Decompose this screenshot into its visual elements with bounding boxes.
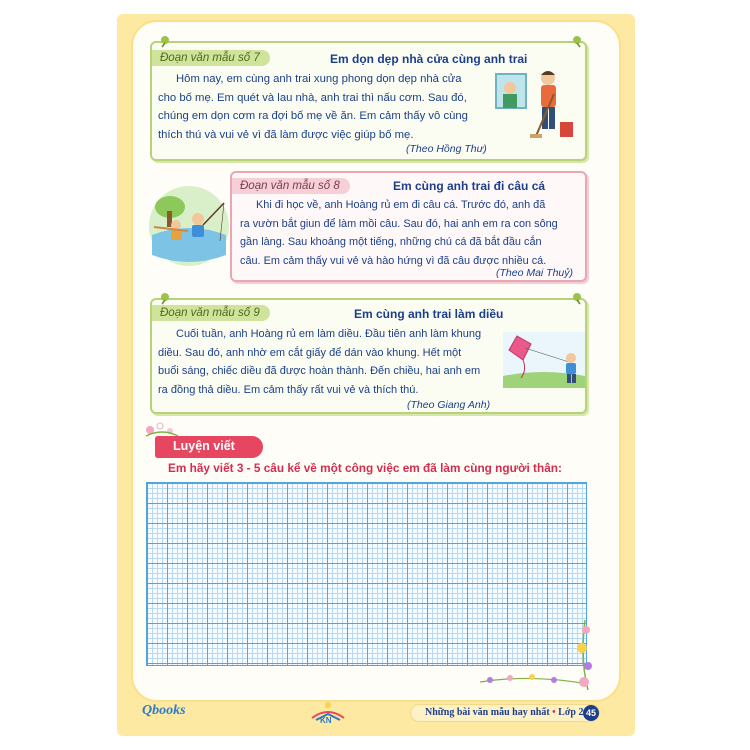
sample-8-line: câu. Em cảm thấy vui vẻ và hào hứng vì đã câu được nhiều cá. <box>240 254 547 267</box>
fishing-illustration <box>148 185 230 267</box>
sample-9-line: ra đồng thả diều. Em cảm thấy rất vui vẻ và thích thú. <box>158 383 419 396</box>
section-label: Luyện viết <box>173 439 235 453</box>
sample-8-line: Khi đi học về, anh Hoàng rủ em đi câu cá. Trước đó, anh đã <box>256 199 546 211</box>
grade-label: Lớp 2 <box>558 707 584 718</box>
sample-9-credit: (Theo Giang Anh) <box>407 399 491 411</box>
sample-9-line: buổi sáng, chiếc diều đã được hoàn thành. Đến chiều, hai anh em <box>158 365 481 378</box>
sample-7-tag: Đoạn văn mẫu số 7 <box>152 50 270 66</box>
sample-7-line: thích thú và vui vẻ vì đã làm được việc giúp bố mẹ. <box>158 128 414 141</box>
sample-9-line: diều. Sau đó, anh nhờ em cắt giấy để dán vào khung. Hết một <box>158 346 462 359</box>
page-number: 45 <box>583 705 599 721</box>
kite-illustration <box>503 332 585 388</box>
sample-8-tag: Đoạn văn mẫu số 8 <box>232 178 350 194</box>
sample-9-tag: Đoạn văn mẫu số 9 <box>152 305 270 321</box>
sample-8-title: Em cùng anh trai đi câu cá <box>393 179 546 193</box>
sample-9-line: Cuối tuần, anh Hoàng rủ em làm diều. Đầu tiên anh làm khung <box>176 328 482 340</box>
sample-9-title: Em cùng anh trai làm diều <box>354 307 504 321</box>
sample-8-credit: (Theo Mai Thuỷ) <box>496 267 574 279</box>
sample-7-paragraph <box>158 70 468 144</box>
sample-7-line: Hôm nay, em cùng anh trai xung phong dọn dẹp nhà cửa <box>176 73 462 85</box>
sample-7-title: Em dọn dẹp nhà cửa cùng anh trai <box>330 52 528 66</box>
publisher-logo: Qbooks <box>142 703 186 718</box>
flower-vine-decoration <box>470 620 600 695</box>
sample-7-line: cho bố mẹ. Em quét và lau nhà, anh trai thì nấu cơm. Sau đó, <box>158 91 467 104</box>
book-logo-text: KN <box>320 716 332 724</box>
sample-8-paragraph <box>240 196 558 270</box>
pushpin-icon <box>570 34 584 48</box>
sample-8-line: ra vườn bắt giun để làm mồi câu. Sau đó, hai anh em ra con sông <box>240 217 558 230</box>
footer-separator: • <box>552 707 556 718</box>
cleaning-illustration <box>490 66 580 142</box>
book-logo-icon <box>308 700 348 724</box>
pushpin-icon <box>158 291 172 305</box>
sample-9-paragraph <box>158 325 481 399</box>
sample-7-credit: (Theo Hồng Thư) <box>406 143 487 155</box>
sample-7-line: chúng em dọn cơm ra đợi bố mẹ về ăn. Em cảm thấy vô cùng <box>158 110 468 123</box>
sample-8-line: gần làng. Sau khoảng một tiếng, những chú cá đã bắt đầu cắn <box>240 236 542 249</box>
pushpin-icon <box>570 291 584 305</box>
footer-book-title <box>425 707 583 718</box>
book-title: Những bài văn mẫu hay nhất <box>425 707 550 718</box>
pushpin-icon <box>158 34 172 48</box>
writing-prompt: Em hãy viết 3 - 5 câu kể về một công việc em đã làm cùng người thân: <box>168 461 562 475</box>
